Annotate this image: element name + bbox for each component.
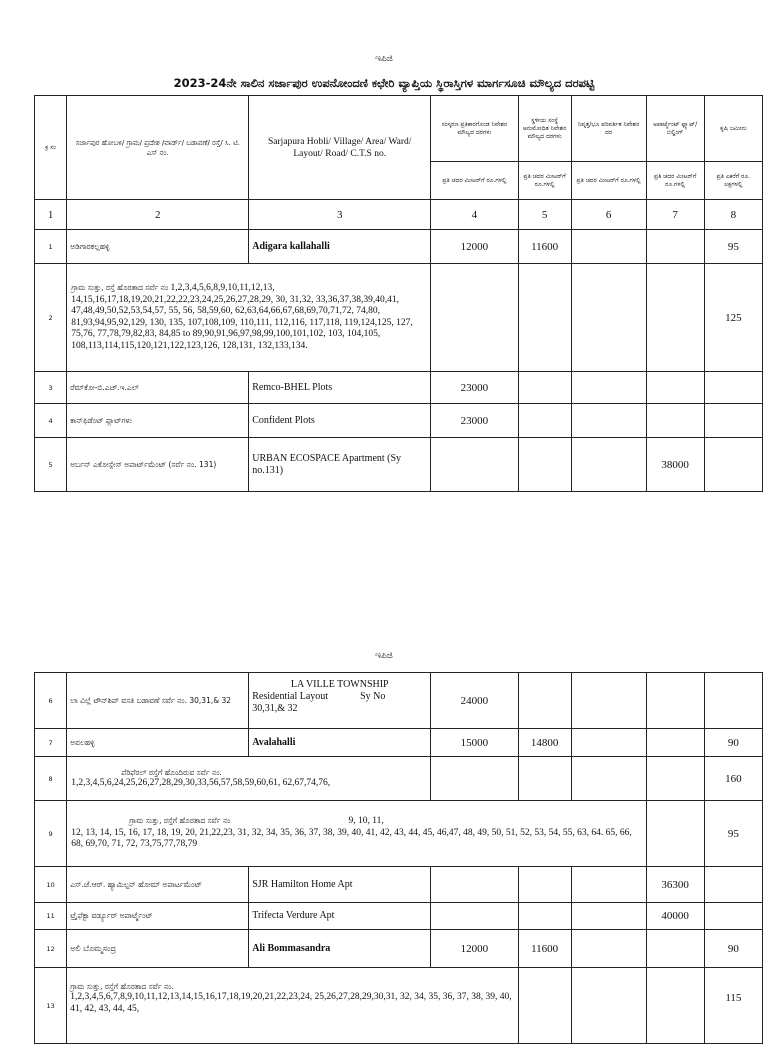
guideline-value-table-1: [34, 95, 763, 492]
value-col7: [646, 757, 704, 801]
row-number: 3: [35, 372, 67, 404]
unit-col6: ಪ್ರತಿ ಚದರ ಮೀಟರ್‌ಗೆ ರೂ.ಗಳಲ್ಲಿ: [571, 162, 646, 200]
place-kn: ಅಡಿಗಾರಕಲ್ಲಹಳ್ಳಿ: [67, 230, 249, 264]
value-col4: [431, 438, 518, 492]
place-kn: ಟ್ರೈಫೆಕ್ಟಾ ವರ್ಡ್ಯೂರ್ ಅಪಾರ್ಟ್ಮೆಂಟ್: [67, 903, 249, 930]
place-en: SJR Hamilton Home Apt: [249, 867, 431, 903]
value-col6: [571, 757, 646, 801]
row-number: 13: [35, 968, 67, 1044]
value-col8: [704, 404, 762, 438]
value-col5: [518, 757, 571, 801]
survey-list: 12, 13, 14, 15, 16, 17, 18, 19, 20, 21,22,23, 31, 32, 34, 35, 36, 37, 38, 39, 40, 41, 42, 43, 44, 45, 46,47, 48, 49, 50, 51, 52, 53, 54, 55, 63, 64. 65, 66, 68, 69,70, 71, 72, 73,75,77,78,79: [71, 827, 632, 850]
value-col5: 11600: [518, 230, 571, 264]
guideline-value-table-2: [34, 672, 763, 1044]
township-name: LA VILLE TOWNSHIP: [290, 679, 389, 690]
survey-label-kn: ಪೆರಿಫೆರಲ್ ರಸ್ತೆಗೆ ಹೊಂದಿರುವ ಸರ್ವೆ ನಂ.: [121, 767, 222, 777]
place-en: [249, 673, 431, 729]
page-mark: ಇಪಿಜಿ: [375, 54, 393, 64]
value-col8: [704, 867, 762, 903]
place-kn: ರೆಮ್‌ಕೋ-ಬಿ.ಎಚ್.ಇ.ಎಲ್: [67, 372, 249, 404]
colnum-7: 7: [646, 200, 704, 230]
place-en: URBAN ECOSPACE Apartment (Sy no.131): [249, 438, 431, 492]
value-col5: [518, 903, 571, 930]
value-col6: [571, 264, 646, 372]
survey-numbers: [67, 757, 431, 801]
colnum-5: 5: [518, 200, 571, 230]
value-col4: [431, 264, 518, 372]
place-kn: ಎಸ್.ಜೆ.ಆರ್. ಹ್ಯಾಮಿಲ್ಟನ್ ಹೋಮ್ ಅಪಾರ್ಟಮೆಂಟ್: [67, 867, 249, 903]
value-col4: [431, 867, 518, 903]
value-col8: 90: [704, 930, 762, 968]
value-col7: 38000: [646, 438, 704, 492]
colnum-1: 1: [35, 200, 67, 230]
survey-numbers: [67, 968, 518, 1044]
value-col5: 11600: [518, 930, 571, 968]
row-number: 4: [35, 404, 67, 438]
layout-line: Residential Layout Sy No: [252, 691, 386, 702]
unit-col5: ಪ್ರತಿ ಚದರ ಮೀಟರ್‌ಗೆ ರೂ.ಗಳಲ್ಲಿ: [518, 162, 571, 200]
row-number: 9: [35, 801, 67, 867]
value-col6: [571, 673, 646, 729]
survey-label-kn: ಗ್ರಾಮ ಸುತ್ತು, ರಸ್ತೆಗೆ ಹೊರತಾದ ಸರ್ವೆ ನಂ.: [70, 982, 174, 991]
table-row: [35, 729, 763, 757]
table-row: [35, 903, 763, 930]
unit-col7: ಪ್ರತಿ ಚದರ ಮೀಟರ್‌ಗೆ ರೂ.ಗಳಲ್ಲಿ: [646, 162, 704, 200]
place-kn: ಅಲಿ ಬೊಮ್ಮಸಂದ್ರ: [67, 930, 249, 968]
table-row: [35, 930, 763, 968]
table-row: [35, 801, 763, 867]
value-col8: 95: [704, 801, 762, 867]
value-col4: 12000: [431, 930, 518, 968]
table-row: [35, 264, 763, 372]
value-col5: [518, 867, 571, 903]
row-number: 10: [35, 867, 67, 903]
colnum-3: 3: [249, 200, 431, 230]
header-place-en: Sarjapura Hobli/ Village/ Area/ Ward/ Layout/ Road/ C.T.S no.: [249, 96, 431, 200]
value-col8: 95: [704, 230, 762, 264]
value-col7: [646, 801, 704, 867]
value-col5: [518, 372, 571, 404]
survey-line: 30,31,& 32: [252, 703, 298, 714]
header-col7: ಅಪಾರ್ಟ್ಮೆಂಟ್ ಫ್ಲ್ಯಾಟ್/ ಬಿಲ್ಡಿಂಗ್: [646, 96, 704, 162]
place-kn: ಅವಲಹಳ್ಳಿ: [67, 729, 249, 757]
row-number: 12: [35, 930, 67, 968]
value-col4: [431, 757, 518, 801]
place-en: Trifecta Verdure Apt: [249, 903, 431, 930]
header-col5: ಸ್ಥಳೀಯ ಸಂಸ್ಥೆ ಅನುಮೋದಿತ ನಿವೇಶನ ಮೌಲ್ಯದ ದರಗಳು: [518, 96, 571, 162]
header-sno: ಕ್ರ ಸಂ: [35, 96, 67, 200]
table-row: [35, 867, 763, 903]
value-col5: 14800: [518, 729, 571, 757]
value-col5: [518, 968, 571, 1044]
value-col8: [704, 903, 762, 930]
value-col5: [518, 264, 571, 372]
place-en: Confident Plots: [249, 404, 431, 438]
row-number: 1: [35, 230, 67, 264]
value-col6: [571, 729, 646, 757]
table-row: [35, 757, 763, 801]
value-col8: 125: [704, 264, 762, 372]
header-col6: ನಿವೃತ್ತ/ಭೂ ಪರಿವರ್ತಿತ ನಿವೇಶನ ದರ: [571, 96, 646, 162]
value-col8: 160: [704, 757, 762, 801]
row-number: 8: [35, 757, 67, 801]
survey-label-kn: ಗ್ರಾಮ ಸುತ್ತು, ರಸ್ತೆ ಹೊರತಾದ ಸರ್ವೆ ನಂ: [71, 283, 169, 292]
value-col8: [704, 438, 762, 492]
table-row: [35, 438, 763, 492]
header-col8: ಕೃಷಿ ಜಮೀನು: [704, 96, 762, 162]
value-col6: [571, 438, 646, 492]
value-col4: [431, 903, 518, 930]
value-col8: 90: [704, 729, 762, 757]
value-col5: [518, 673, 571, 729]
place-kn: ಅರ್ಬನ್ ಎಕೋಸ್ಪೇಸ್ ಅಪಾರ್ಟ್‌ಮೆಂಟ್ (ಸರ್ವೆ ನಂ. 131): [67, 438, 249, 492]
header-place-kn: ಸರ್ಜಾಪುರ ಹೋಬಳಿ/ ಗ್ರಾಮ/ ಪ್ರದೇಶ /ವಾರ್ಡ್/ ಬಡಾವಣೆ/ ರಸ್ತೆ/ ಸಿ. ಟಿ. ಎಸ್ ನಂ.: [67, 96, 249, 200]
value-col4: 12000: [431, 230, 518, 264]
value-col7: [646, 230, 704, 264]
value-col6: [571, 404, 646, 438]
table-row: [35, 673, 763, 729]
column-number-row: [35, 200, 763, 230]
table-row: [35, 230, 763, 264]
value-col4: 15000: [431, 729, 518, 757]
value-col6: [571, 867, 646, 903]
value-col6: [571, 372, 646, 404]
survey-list: 1,2,3,4,5,6,24,25,26,27,28,29,30,33,56,57,58,59,60,61, 62,67,74,76,: [71, 777, 331, 788]
value-col8: [704, 372, 762, 404]
unit-col8: ಪ್ರತಿ ಎಕರೆಗೆ ರೂ. ಲಕ್ಷಗಳಲ್ಲಿ: [704, 162, 762, 200]
place-en: Avalahalli: [249, 729, 431, 757]
survey-numbers: [67, 264, 431, 372]
table-row: [35, 372, 763, 404]
place-en: Adigara kallahalli: [249, 230, 431, 264]
value-col4: 23000: [431, 372, 518, 404]
value-col7: [646, 930, 704, 968]
survey-header-line: ಗ್ರಾಮ ಸುತ್ತು, ರಸ್ತೆಗೆ ಹೊರತಾದ ಸರ್ವೆ ನಂ 9, 10, 11,: [129, 816, 384, 827]
value-col5: [518, 438, 571, 492]
place-en: Ali Bommasandra: [249, 930, 431, 968]
value-col7: [646, 729, 704, 757]
value-col7: [646, 372, 704, 404]
value-col4: 23000: [431, 404, 518, 438]
row-number: 2: [35, 264, 67, 372]
place-en: Remco-BHEL Plots: [249, 372, 431, 404]
page-mark: ಇಪಿಜಿ: [375, 651, 393, 661]
header-row: [35, 96, 763, 162]
value-col6: [571, 903, 646, 930]
colnum-2: 2: [67, 200, 249, 230]
survey-list: 1,2,3,4,5,6,7,8,9,10,11,12,13,14,15,16,17,18,19,20,21,22,23,24, 25,26,27,28,29,30,31, 32, 34, 35, 36, 37, 38, 39, 40, 41, 42, 43, 44, 45,: [70, 992, 512, 1014]
value-col8: [704, 673, 762, 729]
value-col6: [571, 930, 646, 968]
value-col7: [646, 264, 704, 372]
colnum-6: 6: [571, 200, 646, 230]
unit-col4: ಪ್ರತಿ ಚದರ ಮೀಟರ್‌ಗೆ ರೂ.ಗಳಲ್ಲಿ: [431, 162, 518, 200]
row-number: 6: [35, 673, 67, 729]
value-col6: [571, 968, 646, 1044]
value-col7: 40000: [646, 903, 704, 930]
table-row: [35, 968, 763, 1044]
table-row: [35, 404, 763, 438]
value-col7: [646, 404, 704, 438]
colnum-4: 4: [431, 200, 518, 230]
row-number: 11: [35, 903, 67, 930]
value-col7: 36300: [646, 867, 704, 903]
value-col6: [571, 230, 646, 264]
colnum-8: 8: [704, 200, 762, 230]
value-col4: 24000: [431, 673, 518, 729]
row-number: 7: [35, 729, 67, 757]
value-col5: [518, 404, 571, 438]
value-col7: [646, 673, 704, 729]
survey-list: 1,2,3,4,5,6,8,9,10,11,12,13, 14,15,16,17,18,19,20,21,22,22,23,24,25,26,27,28,29, 30, 31,32, 33,36,37,38,39,40,41, 47,48,49,50,52,53,54,57, 55, 56, 58,59,60, 62,63,64,66,67,68,69,70,71,72, 74,80, 81,93,94,95,92,129, 130, 135, 107,108,109, 110,111, 112,116, 117,118, 119,124,125, 127, 75,76, 77,78,79,82,83, 84,85 to 89,90,91,96,97,98,99,100,101,102, 103, 104,105, 108,113,114,115,120,121,122,123,126, 128,131, 132,133,134.: [71, 283, 413, 351]
place-kn: ಕಾನ್‌ಫಿಡೆಂಟ್ ಪ್ಲಾಟ್‌ಗಳು: [67, 404, 249, 438]
page-title: 2023-24ನೇ ಸಾಲಿನ ಸರ್ಜಾಪುರ ಉಪನೋಂದಣಿ ಕಛೇರಿ ವ್ಯಾಪ್ತಿಯ ಸ್ಥಿರಾಸ್ತಿಗಳ ಮಾರ್ಗಸೂಚಿ ಮೌಲ್ಯದ ದರಪಟ್ಟಿ: [173, 76, 595, 90]
place-kn: ಲಾ ವಿಲ್ಲೆ ಟೌನ್‌ಶಿಪ್ ವಸತಿ ಬಡಾವಣೆ ಸರ್ವೆ ನಂ. 30,31,& 32: [67, 673, 249, 729]
row-number: 5: [35, 438, 67, 492]
value-col8: 115: [704, 968, 762, 1044]
value-col7: [646, 968, 704, 1044]
header-col4: ಸಂಸ್ಕರಣ ಪ್ರತಿಕಾರಗೊಂಡ ನಿವೇಶನ ಮೌಲ್ಯದ ದರಗಳು: [431, 96, 518, 162]
survey-numbers: [67, 801, 646, 867]
